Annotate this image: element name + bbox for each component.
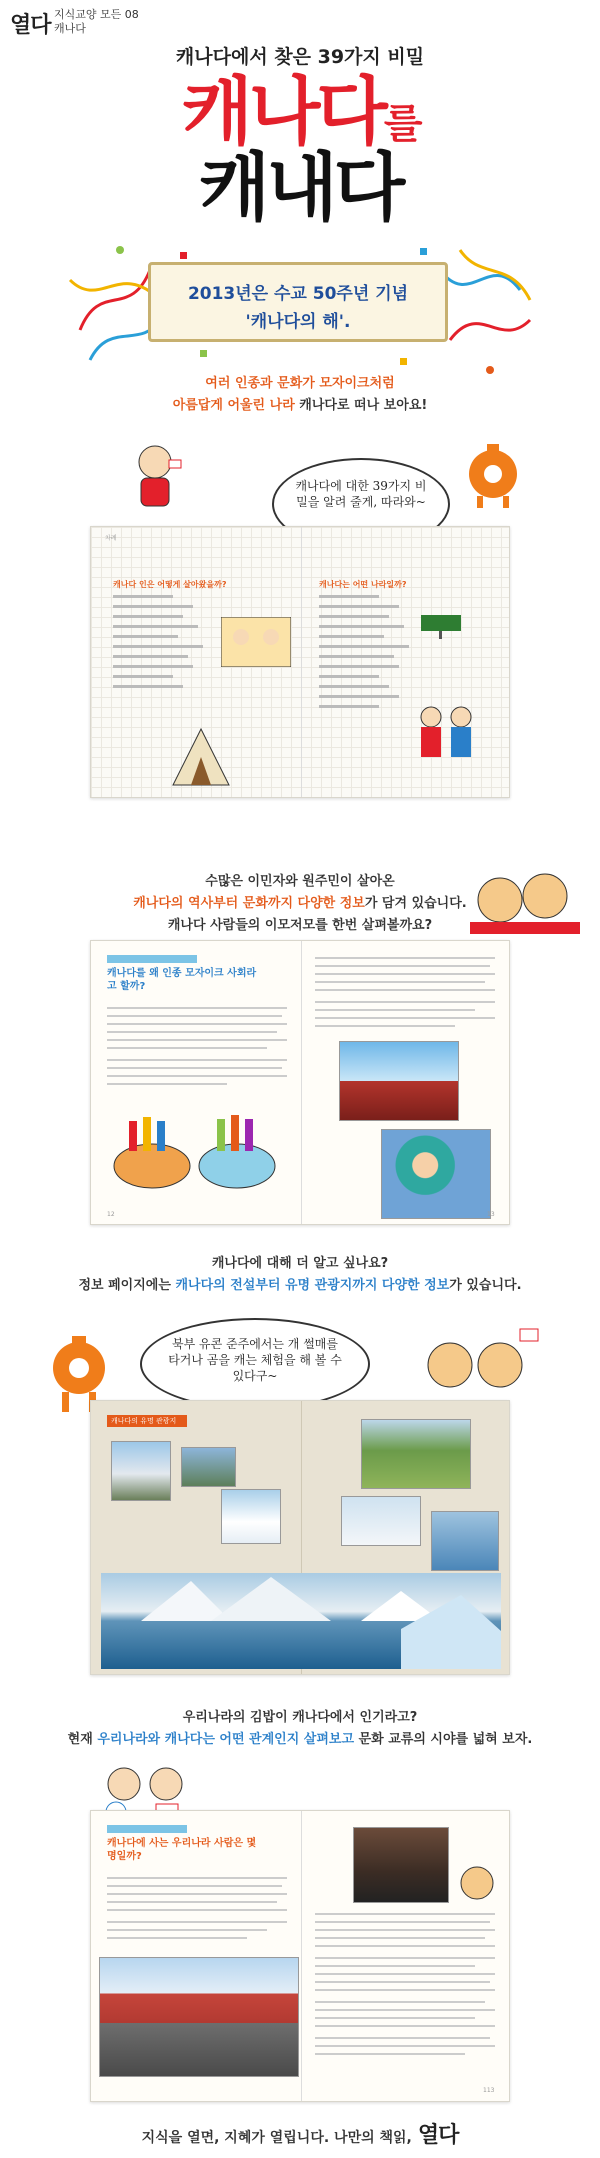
bears-picnic-illustration [470, 860, 580, 940]
mountain-meadow-photo [361, 1419, 471, 1489]
section3-line2-a: 정보 페이지에는 [78, 1278, 176, 1293]
teepee-illustration [171, 727, 231, 787]
intro-line2-b: 캐나다로 떠나 보아요! [299, 398, 428, 413]
page-number-right-2: 113 [483, 2087, 495, 2094]
intro-line1: 여러 인종과 문화가 모자이크처럼 [205, 376, 395, 391]
leaders-meeting-photo [353, 1827, 449, 1903]
intro-line2 [0, 394, 600, 413]
history-right-text [315, 955, 495, 1035]
carnival-photo [381, 1129, 491, 1219]
orange-mascot-illustration [465, 440, 521, 510]
bears-flag-illustration [420, 1325, 540, 1405]
chinatown-gate-photo [339, 1041, 459, 1121]
page-number-right: 13 [487, 1211, 495, 1218]
history-heading: 캐나다를 왜 인종 모자이크 사회라고 할까? [107, 968, 257, 992]
series-line2: 캐나다 [54, 22, 86, 35]
bear-illustration [455, 1861, 499, 1901]
toc-right-heading: 캐나다는 어떤 나라일까? [319, 580, 407, 589]
anniversary-banner [148, 262, 448, 342]
hero-title-red-particle: 를 [383, 101, 419, 147]
hero-title-black: 캐내다 [198, 145, 402, 231]
section4-line1: 우리나라의 김밥이 캐나다에서 인기라고? [182, 1710, 418, 1725]
footer-text: 지식을 열면, 지혜가 열립니다. 나만의 책읽, [141, 2130, 412, 2146]
hero-tagline: 캐나다에서 찾은 39가지 비밀 [175, 46, 425, 68]
skier-photo [221, 1489, 281, 1544]
mountie-illustration [411, 687, 491, 767]
section3-line2 [0, 1274, 600, 1293]
speech-bubble-2: 북부 유콘 준주에서는 개 썰매를 타거나 곰을 캐는 체험을 해 볼 수 있다구~ [140, 1318, 370, 1410]
series-line1: 지식교양 모든 08 [54, 8, 139, 21]
banner-line2: '캐나다의 해'. [245, 312, 351, 332]
section2-highlight: 캐나다의 역사부터 문화까지 다양한 정보 [133, 896, 365, 911]
chapter-tab [107, 955, 197, 963]
history-spread [90, 940, 510, 1225]
history-body-text [107, 1005, 287, 1095]
lake-panorama-photo [101, 1573, 501, 1669]
section4-line2-a: 현재 [67, 1732, 98, 1747]
section3-highlight: 캐나다의 전설부터 유명 관광지까지 다양한 정보 [175, 1278, 450, 1293]
mosaic-bowls-illustration [107, 1111, 287, 1201]
koreatown-street-photo [99, 1957, 299, 2077]
glacier-small-photo [431, 1511, 499, 1571]
speech-bubble-1: 캐나다에 대한 39가지 비밀을 알려 줄게, 따라와~ [272, 458, 450, 550]
intro-line2-a: 아름답게 어울린 나라 [172, 398, 300, 413]
footer-slogan [0, 2118, 600, 2149]
travel-tab: 캐나다의 유명 관광지 [107, 1415, 187, 1427]
chapter-tab-2 [107, 1825, 187, 1833]
dogsled-photo [341, 1496, 421, 1546]
page-number-left: 12 [107, 1211, 115, 1218]
toc-left-heading: 캐나다 인은 어떻게 살아왔을까? [113, 580, 227, 589]
cartoon-boy-illustration [125, 440, 185, 510]
toc-left-list [113, 593, 223, 697]
section2-line2-rest: 가 담겨 있습니다. [364, 896, 467, 911]
korea-right-text [315, 1911, 495, 2081]
korea-heading: 캐나다에 사는 우리나라 사람은 몇 명일까? [107, 1838, 257, 1862]
castle-photo [111, 1441, 171, 1501]
travel-spread [90, 1400, 510, 1675]
road-sign-illustration [421, 615, 461, 639]
series-label [54, 8, 139, 36]
section2-line3: 캐나다 사람들의 이모저모를 한번 살펴볼까요? [167, 918, 433, 933]
section4-line2 [0, 1728, 600, 1747]
korea-body-text [107, 1875, 287, 1945]
korea-relations-spread [90, 1810, 510, 2102]
hero-title-red-main: 캐나다 [181, 69, 384, 155]
toc-page-label: 차례 [105, 535, 117, 542]
lake-photo [181, 1447, 236, 1487]
footer-brand-logo: 열다 [417, 2123, 459, 2148]
section4-highlight: 우리나라와 캐나다는 어떤 관계인지 살펴보고 [97, 1732, 355, 1747]
toc-spread [90, 526, 510, 798]
section3-line1: 캐나다에 대해 더 알고 싶나요? [211, 1256, 389, 1271]
publisher-logo: 열다 [10, 13, 51, 38]
children-illustration [221, 617, 291, 667]
section4-line2-c: 문화 교류의 시야를 넓혀 보자. [354, 1732, 533, 1747]
banner-line1: 2013년은 수교 50주년 기념 [187, 284, 409, 304]
section3-line2-c: 가 있습니다. [449, 1278, 522, 1293]
section2-line1: 수많은 이민자와 원주민이 살아온 [205, 874, 395, 889]
